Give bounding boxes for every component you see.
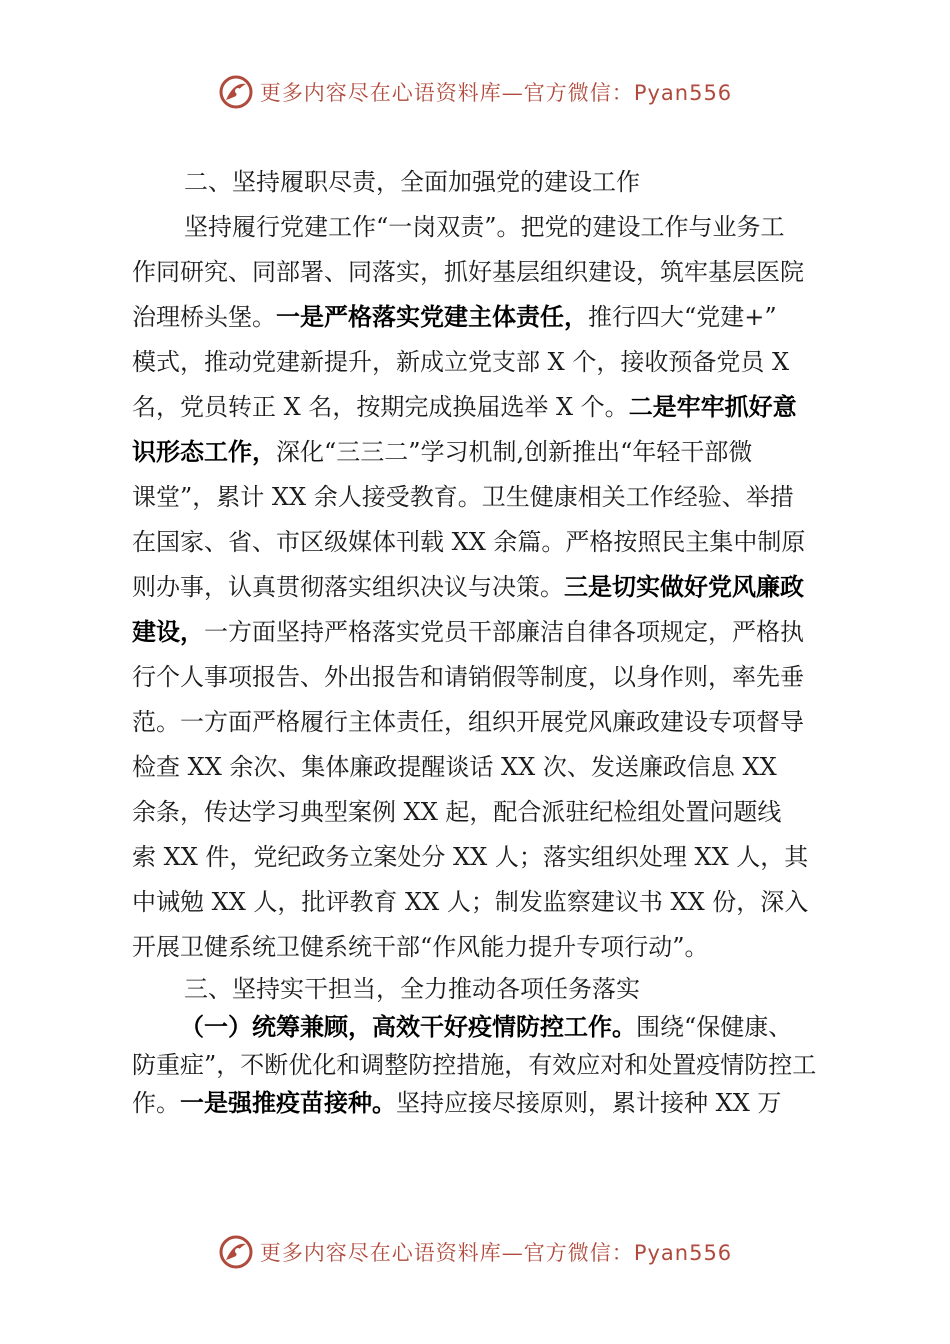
paragraph-line: 坚持履行党建工作“一岗双责”。把党的建设工作与业务工 bbox=[184, 213, 785, 241]
document-body bbox=[132, 160, 840, 1122]
bold-heading: 识形态工作， bbox=[132, 438, 276, 466]
brush-logo-icon bbox=[218, 74, 254, 110]
paragraph-line: 检查 XX 余次、集体廉政提醒谈话 XX 次、发送廉政信息 XX bbox=[132, 753, 777, 781]
paragraph-line: 名，党员转正 X 名，按期完成换届选举 X 个。二是牢牢抓好意 bbox=[132, 393, 797, 421]
paragraph-line: 范。一方面严格履行主体责任，组织开展党风廉政建设专项督导 bbox=[132, 708, 804, 736]
bold-heading: 三是切实做好党风廉政 bbox=[564, 573, 804, 601]
paragraph-line: 中诫勉 XX 人，批评教育 XX 人；制发监察建议书 XX 份，深入 bbox=[132, 888, 809, 916]
watermark-banner-top bbox=[0, 70, 950, 114]
brush-logo-icon bbox=[218, 1234, 254, 1270]
section-heading-2: 二、坚持履职尽责，全面加强党的建设工作 bbox=[184, 168, 640, 196]
paragraph-line: 治理桥头堡。一是严格落实党建主体责任，推行四大“党建+” bbox=[132, 303, 777, 331]
paragraph-line: 建设，一方面坚持严格落实党员干部廉洁自律各项规定，严格执 bbox=[132, 618, 804, 646]
watermark-banner-bottom bbox=[0, 1230, 950, 1274]
paragraph-line: 识形态工作，深化“三三二”学习机制,创新推出“年轻干部微 bbox=[132, 438, 753, 466]
paragraph-line: 作同研究、同部署、同落实，抓好基层组织建设，筑牢基层医院 bbox=[132, 258, 804, 286]
paragraph-line: 防重症”，不断优化和调整防控措施，有效应对和处置疫情防控工 bbox=[132, 1051, 817, 1079]
bold-heading: 一是强推疫苗接种。 bbox=[180, 1089, 396, 1117]
paragraph-line: 课堂”，累计 XX 余人接受教育。卫生健康相关工作经验、举措 bbox=[132, 483, 794, 511]
section-heading-3: 三、坚持实干担当，全力推动各项任务落实 bbox=[184, 975, 640, 1003]
paragraph-line: 则办事，认真贯彻落实组织决议与决策。三是切实做好党风廉政 bbox=[132, 573, 804, 601]
paragraph-line: 索 XX 件，党纪政务立案处分 XX 人；落实组织处理 XX 人，其 bbox=[132, 843, 809, 871]
bold-heading: 建设， bbox=[132, 618, 204, 646]
watermark-text: 更多内容尽在心语资料库—官方微信：Pyan556 bbox=[259, 81, 733, 105]
bold-heading: 二是牢牢抓好意 bbox=[628, 393, 797, 421]
bold-heading: （一）统筹兼顾，高效干好疫情防控工作。 bbox=[180, 1013, 636, 1041]
paragraph-line: 模式，推动党建新提升，新成立党支部 X 个，接收预备党员 X bbox=[132, 348, 790, 376]
paragraph-line: 在国家、省、市区级媒体刊载 XX 余篇。严格按照民主集中制原 bbox=[132, 528, 806, 556]
bold-heading: 一是严格落实党建主体责任， bbox=[276, 303, 588, 331]
paragraph-line: 行个人事项报告、外出报告和请销假等制度，以身作则，率先垂 bbox=[132, 663, 804, 691]
paragraph-line: 余条，传达学习典型案例 XX 起，配合派驻纪检组处置问题线 bbox=[132, 798, 782, 826]
paragraph-line: （一）统筹兼顾，高效干好疫情防控工作。围绕“保健康、 bbox=[180, 1013, 793, 1041]
paragraph-line: 作。一是强推疫苗接种。坚持应接尽接原则，累计接种 XX 万 bbox=[132, 1089, 782, 1117]
paragraph-line: 开展卫健系统卫健系统干部“作风能力提升专项行动”。 bbox=[132, 933, 709, 961]
watermark-text: 更多内容尽在心语资料库—官方微信：Pyan556 bbox=[259, 1241, 733, 1265]
